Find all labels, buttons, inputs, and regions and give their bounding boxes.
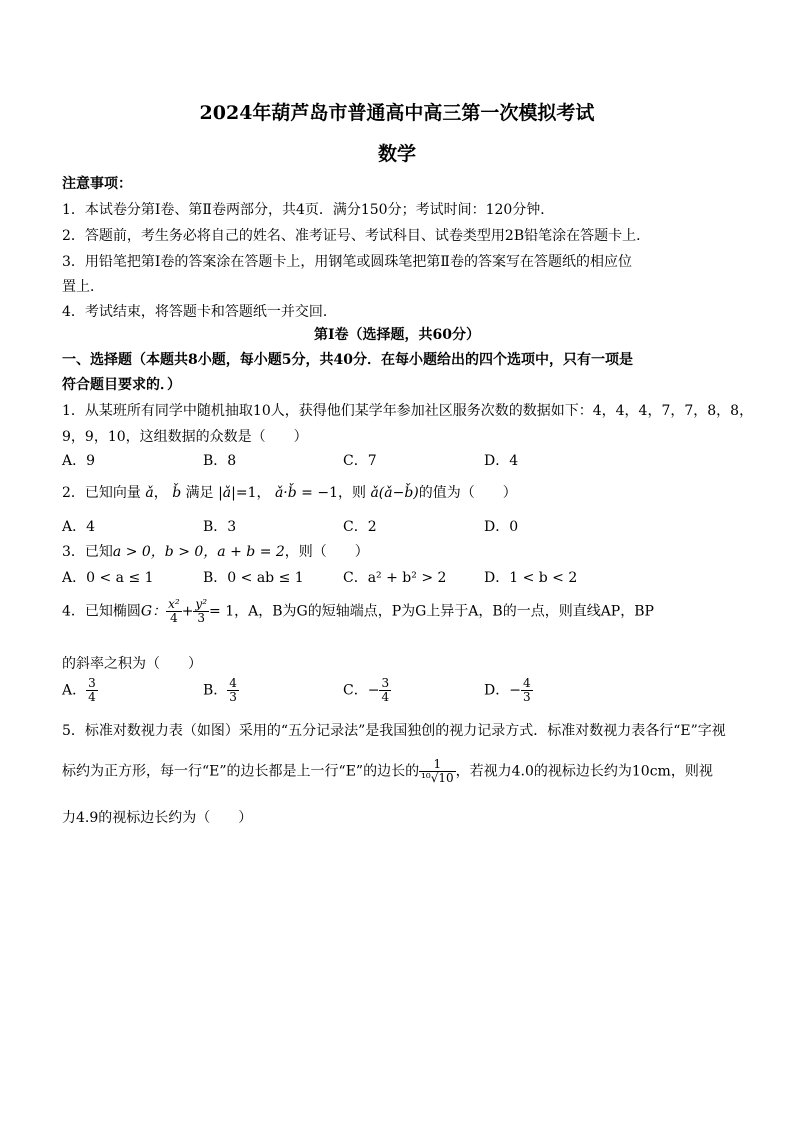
q2-option-b[interactable]: B．3 [203,519,237,535]
q3-tail: ，则（ ） [284,544,369,560]
option-fraction: $\frac{3}{4}$ [381,676,390,705]
question-5-text-cont: 标约为正方形，每一行“E”的边长都是上一行“E”的边长的 $\frac{1}{\text{¹⁰√10}}$ ，若视力4.0的视标边长约为10cm，则视 [62,757,713,786]
note-item: 1．本试卷分第Ⅰ卷、第Ⅱ卷两部分，共4页．满分150分；考试时间：120分钟． [62,202,555,218]
question-3-text [62,541,369,561]
note-item: 2．答题前，考生务必将自己的姓名、准考证号、考试科目、试卷类型用2B铅笔涂在答题卡上． [62,228,651,244]
q1-option-a[interactable]: A．9 [62,453,96,469]
q2-cond2: = −1 [301,485,338,501]
question-5-text-end: 力4.9的视标边长约为（ ） [62,810,253,826]
question-2-text: 2．已知向量 ǎ， b̌ 满足 |ǎ|=1， ǎ·b̌ = −1，则 ǎ(ǎ−b̌)的值为（ ） [62,485,517,501]
q4-option-d[interactable]: D．− $\frac{4}{3}$ [484,676,531,705]
vector-b-symbol: b̌ [172,485,182,501]
vector-a-symbol: ǎ [145,485,154,501]
exam-title: 2024年葫芦岛市普通高中高三第一次模拟考试 [199,102,595,124]
note-item: 3．用铅笔把第Ⅰ卷的答案涂在答题卡上，用钢笔或圆珠笔把第Ⅱ卷的答案写在答题纸的相应位 [62,254,632,270]
q2-cond1: =1， [235,485,271,501]
abs-vector-a: |ǎ| [218,485,236,501]
q2-tail: 的值为（ ） [418,485,517,501]
q4-g: G： [140,603,167,620]
option-fraction: $\frac{4}{3}$ [229,676,237,705]
q3-option-c[interactable]: C．a² + b² > 2 [343,570,447,586]
note-item: 置上． [62,279,104,295]
question-5-text: 5．标准对数视力表（如图）采用的“五分记录法”是我国独创的视力记录方式．标准对数视力表各行“E”字视 [62,723,726,739]
notes-heading: 注意事项： [62,176,132,192]
q2-option-a[interactable]: A．4 [62,519,96,535]
question-1-text-cont: 9，9，10，这组数据的众数是（ ） [62,429,308,445]
q1-option-d[interactable]: D．4 [484,453,519,469]
part1-heading: 第Ⅰ卷（选择题，共60分） [313,327,481,343]
dot-product: ǎ·b̌ [274,485,297,501]
question-1-text: 1．从某班所有同学中随机抽取10人，获得他们某学年参加社区服务次数的数据如下：4，4，4，7，7，8，8， [62,403,754,419]
q1-option-c[interactable]: C．7 [343,453,377,469]
option-fraction: $\frac{4}{3}$ [522,676,531,705]
q4-lead: 4．已知椭圆 [62,603,141,620]
fraction-y2-over-3: $\frac{\text{y²}}{3}$ [195,597,208,626]
q3-option-d[interactable]: D．1 < b < 2 [484,570,578,586]
q2-lead: 2．已知向量 [62,485,141,501]
expression-a-dot-a-minus-b: ǎ(ǎ−b̌) [370,485,419,501]
note-item: 4．考试结束，将答题卡和答题纸一并交回． [62,304,337,320]
fraction-1-over-10th-root-10: $\frac{1}{\text{¹⁰√10}}$ [421,757,454,786]
q4-option-c[interactable]: C．− $\frac{3}{4}$ [343,676,390,705]
section-instructions-cont: 符合题目要求的．） [62,377,181,393]
q4-body: A，B为G的短轴端点，P为G上异于A，B的一点，则直线AP，BP [248,603,654,620]
fraction-x2-over-4: $\frac{\text{x²}}{4}$ [168,597,180,626]
q3-condition: a > 0，b > 0，a + b = 2 [112,544,285,560]
q3-lead: 3．已知 [62,544,113,560]
question-4-text-cont: 的斜率之积为（ ） [62,656,202,672]
q2-then: ，则 [337,485,366,501]
q2-option-c[interactable]: C．2 [343,519,377,535]
q3-option-a[interactable]: A．0 < a ≤ 1 [62,570,154,586]
q4-option-a[interactable]: A． $\frac{3}{4}$ [62,676,96,705]
q2-mid: 满足 [185,485,214,501]
q2-option-d[interactable]: D．0 [484,519,519,535]
q1-option-b[interactable]: B．8 [203,453,237,469]
exam-subject: 数学 [377,143,416,165]
section-instructions: 一、选择题（本题共8小题，每小题5分，共40分．在每小题给出的四个选项中，只有一项是 [62,352,633,368]
q3-option-b[interactable]: B．0 < ab ≤ 1 [203,570,304,586]
q4-option-b[interactable]: B． $\frac{4}{3}$ [203,676,237,705]
question-4-text: 4．已知椭圆G： $\frac{\text{x²}}{4}$ + $\frac{\text{y²}}{3}$ = 1，A，B为G的短轴端点，P为G上异于A，B的一点，则直线AP，BP [62,597,654,626]
option-fraction: $\frac{3}{4}$ [88,676,96,705]
q4-eq-tail: = 1， [209,603,249,620]
